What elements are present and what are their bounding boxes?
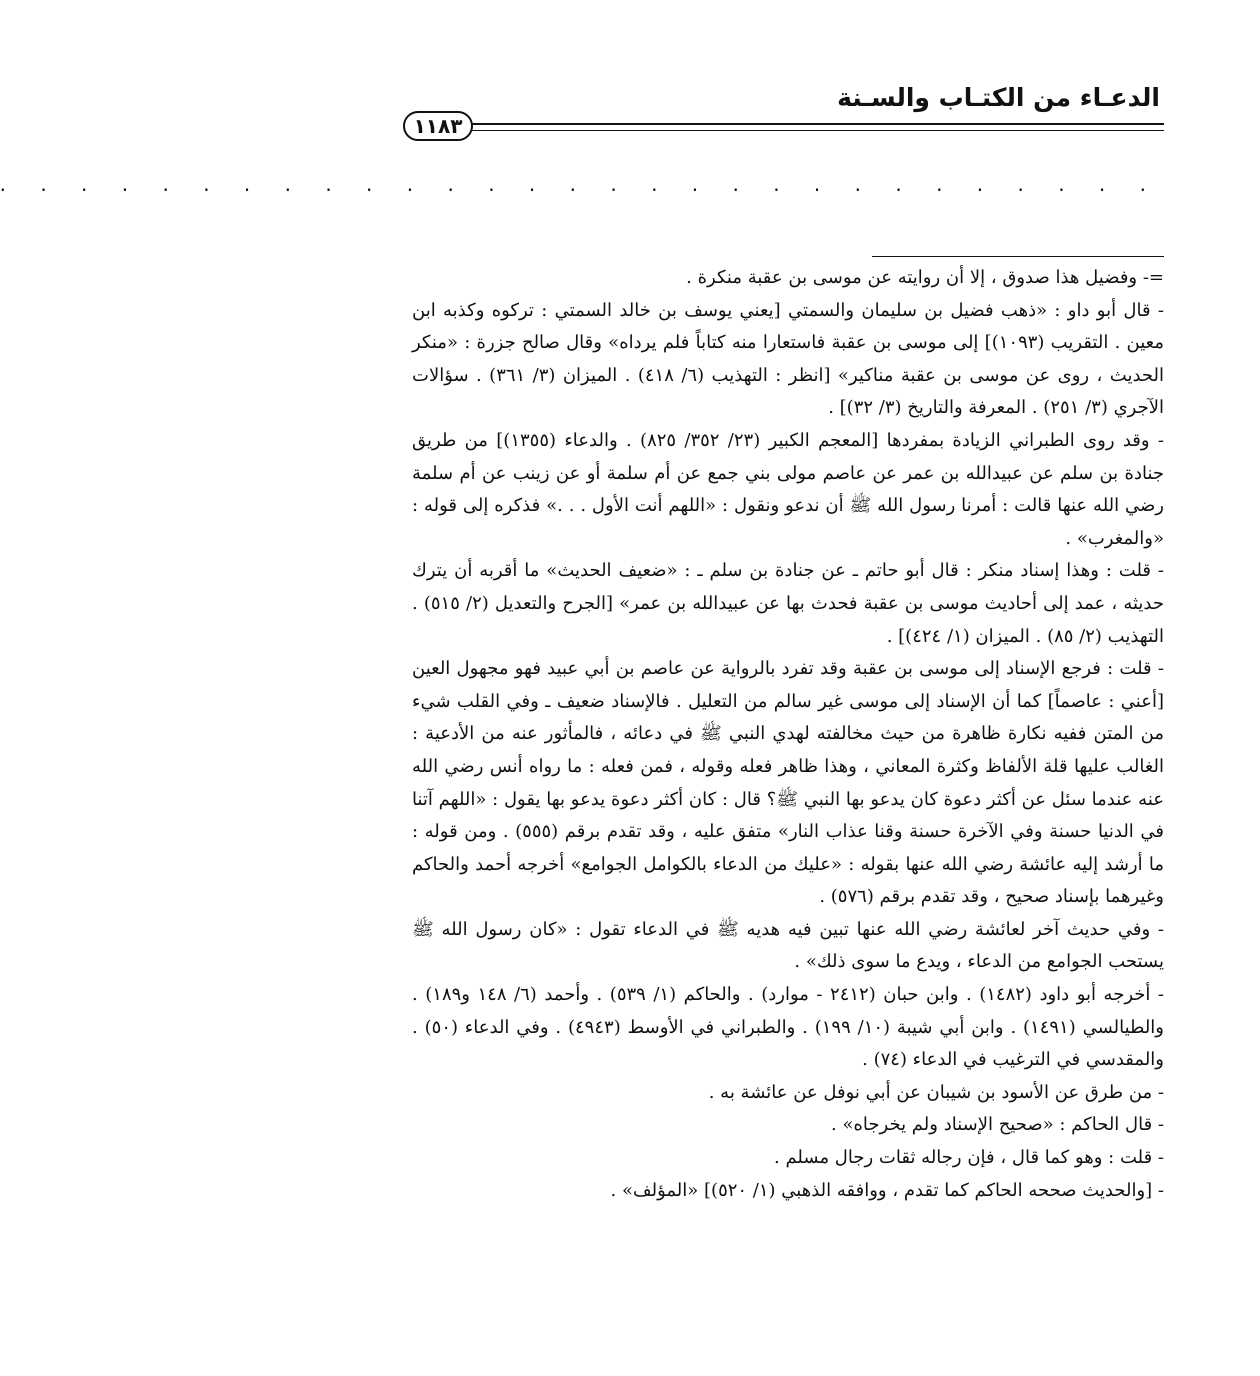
footnote-paragraph: - أخرجه أبو داود (١٤٨٢) . وابن حبان (٢٤١٢ - موارد) . والحاكم (١/ ٥٣٩) . وأحمد (٦/ ١٤٨ و١٨٩) . والطيالسي (١٤٩١) . وابن أبي شيبة (١٠/ ١٩٩) . والطبراني في الأوسط (٤٩٤٣) . وفي الدعاء (٥٠) . والمقدسي في الترغيب في الدعاء (٧٤) .	[412, 984, 1164, 1071]
header-rule	[461, 123, 1164, 125]
footnote-paragraph: - قلت : وهذا إسناد منكر : قال أبو حاتم ـ عن جنادة بن سلم ـ : «ضعيف الحديث» ما أقربه أن يترك حديثه ، عمد إلى أحاديث موسى بن عقبة فحدث بها عن عبيدالله بن عمر» [الجرح والتعديل (٢/ ٥١٥) . التهذيب (٢/ ٨٥) . الميزان (١/ ٤٢٤)] .	[412, 560, 1164, 647]
running-title: الدعـاء من الكتـاب والسـنة	[837, 83, 1160, 112]
footnote-paragraph: =- وفضيل هذا صدوق ، إلا أن روايته عن موسى بن عقبة منكرة .	[686, 267, 1164, 288]
footnotes-block	[412, 262, 1164, 1207]
footnote-paragraph: - وفي حديث آخر لعائشة رضي الله عنها تبين فيه هديه ﷺ في الدعاء تقول : «كان رسول الله ﷺ يستحب الجوامع من الدعاء ، ويدع ما سوى ذلك» .	[412, 918, 1164, 973]
footnote-paragraph: - قلت : وهو كما قال ، فإن رجاله ثقات رجال مسلم .	[774, 1147, 1164, 1169]
header-rule-thin	[461, 130, 1164, 131]
footnote-paragraph: - قال أبو داو : «ذهب فضيل بن سليمان والسمتي [يعني يوسف بن خالد السمتي : تركوه وكذبه ابن معين . التقريب (١٠٩٣)] إلى موسى بن عقبة فاستعارا منه كتاباً فلم يرداه» وقال صالح جزرة : «منكر الحديث ، روى عن موسى بن عقبة مناكير» [انظر : التهذيب (٦/ ٤١٨) . الميزان (٣/ ٣٦١) . سؤالات الآجري (٣/ ٢٥١) . المعرفة والتاريخ (٣/ ٣٢)] .	[412, 299, 1165, 419]
footnote-paragraph: - قلت : فرجع الإسناد إلى موسى بن عقبة وقد تفرد بالرواية عن عاصم بن أبي عبيد فهو مجهول العين [أعني : عاصماً] كما أن الإسناد إلى موسى غير سالم من التعليل . فالإسناد ضعيف ـ وفي القلب شيء من المتن ففيه نكارة ظاهرة من حيث مخالفته لهدي النبي ﷺ في دعائه ، فالمأثور عنه من الأدعية : الغالب عليها قلة الألفاظ وكثرة المعاني ، وهذا ظاهر فعله وقوله ، فمن فعله : ما رواه أنس رضي الله عنه عندما سئل عن أكثر دعوة كان يدعو بها النبي ﷺ؟ قال : كان أكثر دعوة يدعو بها يقول : «اللهم آتنا في الدنيا حسنة وفي الآخرة حسنة وقنا عذاب النار» متفق عليه ، وقد تقدم برقم (٥٥٥) . ومن قوله : ما أرشد إليه عائشة رضي الله عنها بقوله : «عليك من الدعاء بالكوامل الجوامع» أخرجه أحمد والحاكم وغيرهما بإسناد صحيح ، وقد تقدم برقم (٥٧٦) .	[412, 658, 1165, 908]
footnote-paragraph: - من طرق عن الأسود بن شيبان عن أبي نوفل عن عائشة به .	[708, 1081, 1164, 1103]
footnote-rule	[872, 256, 1164, 257]
footnote-paragraph: - وقد روى الطبراني الزيادة بمفردها [المعجم الكبير (٢٣/ ٣٥٢/ ٨٢٥) . والدعاء (١٣٥٥)] من طريق جنادة بن سلم عن عبيدالله بن عمر عن عاصم مولى بني جمع عن أم سلمة أو عن زينب عن أم سلمة رضي الله عنها قالت : أمرنا رسول الله ﷺ أن ندعو ونقول : «اللهم أنت الأول . . .» فذكره إلى قوله : «والمغرب» .	[412, 429, 1164, 549]
footnote-paragraph: - قال الحاكم : «صحيح الإسناد ولم يخرجاه» .	[831, 1114, 1164, 1136]
page-number: ١١٨٣	[403, 111, 473, 141]
dotted-separator: . . . . . . . . . . . . . . . . . . . . . . . . . . . . .	[0, 172, 1160, 196]
footnote-paragraph: - [والحديث صححه الحاكم كما تقدم ، ووافقه الذهبي (١/ ٥٢٠)] «المؤلف» .	[610, 1179, 1164, 1201]
